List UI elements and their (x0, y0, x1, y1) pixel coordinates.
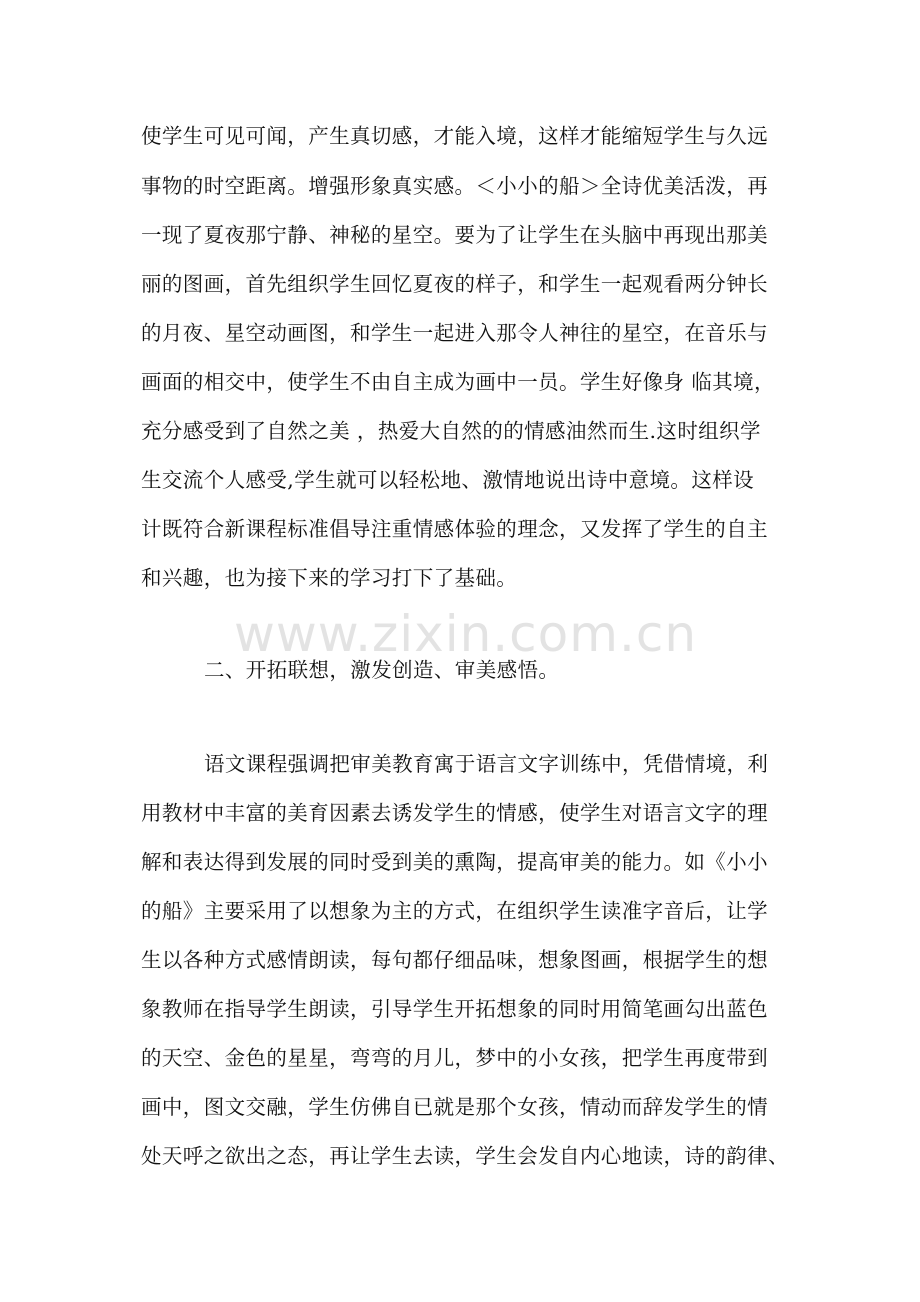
paragraph-line: 丽的图画，首先组织学生回忆夏夜的样子，和学生一起观看两分钟长 (141, 272, 768, 296)
section-heading: 二、开拓联想，激发创造、审美感悟。 (204, 658, 560, 682)
paragraph-line: 解和表达得到发展的同时受到美的熏陶，提高审美的能力。如《小小 (141, 850, 768, 874)
paragraph-line: 使学生可见可闻，产生真切感，才能入境，这样才能缩短学生与久远 (141, 124, 768, 148)
paragraph-line: 用教材中丰富的美育因素去诱发学生的情感，使学生对语言文字的理 (141, 801, 768, 825)
paragraph-line: 生以各种方式感情朗读，每句都仔细品味，想象图画，根据学生的想 (141, 948, 768, 972)
paragraph-line: 一现了夏夜那宁静、神秘的星空。要为了让学生在头脑中再现出那美 (141, 223, 768, 247)
paragraph-line: 画中，图文交融，学生仿佛自已就是那个女孩，情动而辞发学生的情 (141, 1095, 768, 1119)
paragraph-line: 处天呼之欲出之态，再让学生去读，学生会发自内心地读，诗的韵律、 (141, 1144, 789, 1168)
paragraph-line: 象教师在指导学生朗读，引导学生开拓想象的同时用简笔画勾出蓝色 (141, 997, 768, 1021)
paragraph-line: 生交流个人感受,学生就可以轻松地、激情地说出诗中意境。这样设 (141, 468, 755, 492)
paragraph-line: 充分感受到了自然之美 ，热爱大自然的的情感油然而生.这时组织学 (141, 419, 761, 443)
paragraph-line: 的船》主要采用了以想象为主的方式，在组织学生读准字音后，让学 (141, 899, 768, 923)
paragraph-line: 语文课程强调把审美教育寓于语言文字训练中，凭借情境，利 (204, 752, 769, 776)
paragraph-line: 事物的时空距离。增强形象真实感。＜小小的船＞全诗优美活泼，再 (141, 174, 768, 198)
watermark: www.zixin.com.cn (234, 605, 698, 663)
paragraph-line: 画面的相交中，使学生不由自主成为画中一员。学生好像身 临其境， (141, 370, 775, 394)
paragraph-line: 和兴趣，也为接下来的学习打下了基础。 (141, 566, 518, 590)
paragraph-line: 的天空、金色的星星，弯弯的月儿，梦中的小女孩，把学生再度带到 (141, 1046, 768, 1070)
paragraph-line: 计既符合新课程标准倡导注重情感体验的理念，又发挥了学生的自主 (141, 517, 768, 541)
paragraph-line: 的月夜、星空动画图，和学生一起进入那令人神往的星空，在音乐与 (141, 321, 768, 345)
